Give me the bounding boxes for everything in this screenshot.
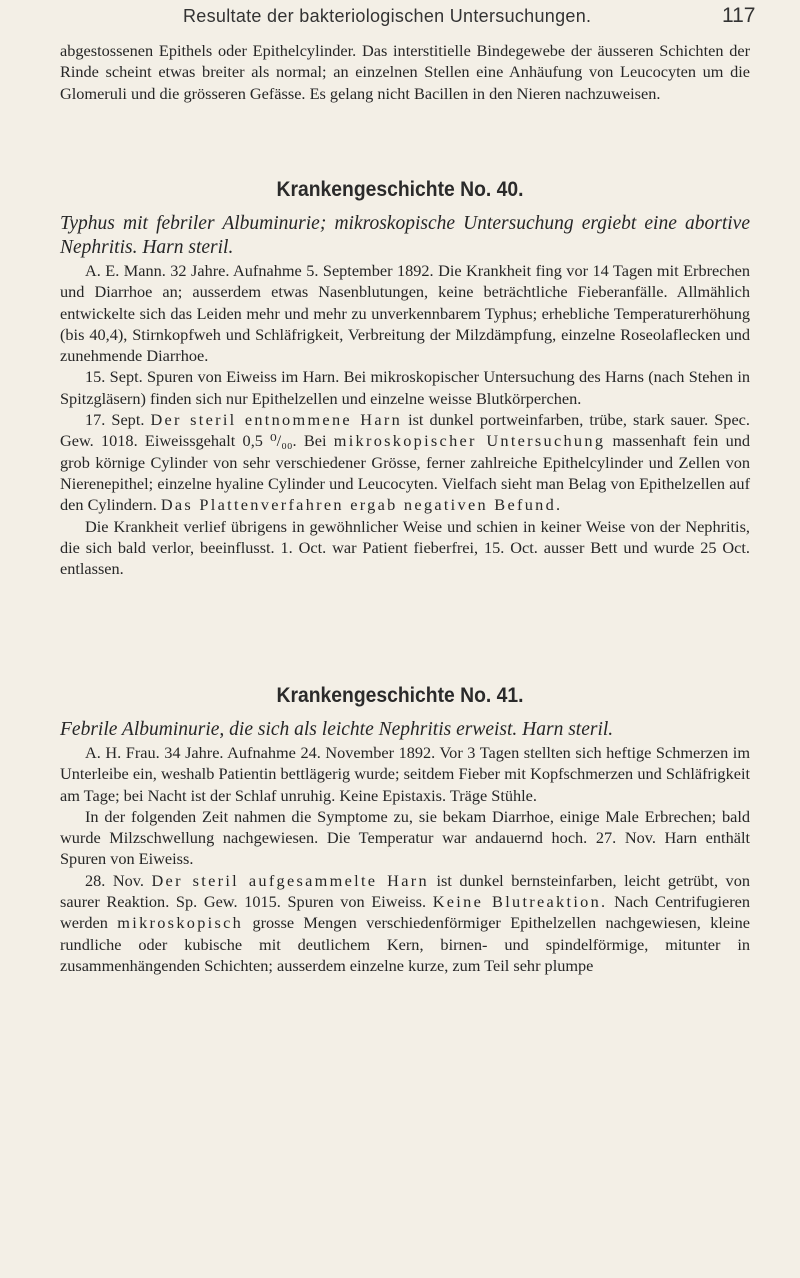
case-40-subtitle: Typhus mit febriler Albuminurie; mikroskopische Untersuchung ergiebt eine abortive Nephritis. Harn steril. (60, 213, 750, 258)
case-41-heading: Krankengeschichte No. 41. (276, 684, 524, 707)
page-number: 117 (722, 4, 756, 27)
intro-section (60, 40, 750, 104)
running-title: Resultate der bakteriologischen Untersuchungen. (183, 6, 592, 26)
emphasis-steril-harn: Der steril entnommene Harn (150, 410, 403, 430)
emphasis-mikroskopisch: mikroskopischer Untersuchung (333, 431, 606, 451)
case-40-paragraph-1: A. E. Mann. 32 Jahre. Aufnahme 5. September 1892. Die Krankheit fing vor 14 Tagen mit Erbrechen und Diarrhoe an; ausserdem etwas Nasenblutungen, keine beträchtliche Fieberanfälle. Allmählich entwickelte sich das Leiden mehr und mehr zu unverkennbarem Typhus; erhebliche Temperaturerhöhung (bis 40,4), Stirnkopfweh und Schläfrigkeit, Verbreitung der Milzdämpfung, einzelne Roseolaflecken und zunehmende Diarrhoe. (60, 261, 750, 366)
date-28-nov: 28. Nov. (85, 870, 144, 890)
urine-description: ist dunkel bernsteinfarben, leicht getrübt, von saurer Reaktion. Sp. Gew. 1015. Spuren von Eiweiss. (60, 870, 750, 912)
case-40-paragraph-2: 15. Sept. Spuren von Eiweiss im Harn. Bei mikroskopischer Untersuchung des Harns (nach Stehen in Spitzgläsern) finden sich nur Epithelzellen und einzelne weisse Blutkörperchen. (60, 367, 750, 408)
microscopy-findings: grosse Mengen verschiedenförmiger Epithelzellen nachgewiesen, kleine rundliche oder kubische mit deutlichem Kern, birnen- und spindelförmige, mitunter in zusammenhängenden Schichten; ausserdem einzelne kurze, zum Teil sehr plumpe (60, 913, 750, 975)
urine-description: ist dunkel portweinfarben, trübe, stark sauer. Spec. Gew. 1018. Eiweissgehalt 0,5 ⁰/₀₀. Bei (60, 410, 750, 451)
case-40-heading: Krankengeschichte No. 40. (276, 178, 524, 201)
emphasis-blutreaktion: Keine Blutreaktion. (432, 892, 608, 912)
emphasis-plattenverfahren: Das Plattenverfahren ergab negativen Befund. (160, 495, 563, 515)
centrifuge-text: Nach Centrifugieren werden (60, 892, 750, 933)
case-41-paragraph-2: In der folgenden Zeit nahmen die Symptome zu, sie bekam Diarrhoe, einige Male Erbrechen; bald wurde Milzschwellung nachgewiesen. Die Temperatur war andauernd hoch. 27. Nov. Harn enthält Spuren von Eiweiss. (60, 806, 750, 869)
case-41-subtitle: Febrile Albuminurie, die sich als leichte Nephritis erweist. Harn steril. (60, 719, 614, 740)
emphasis-mikroskopisch: mikroskopisch (117, 913, 244, 933)
date-17-sept: 17. Sept. (85, 410, 145, 430)
case-41-body (60, 718, 750, 976)
case-40-paragraph-3 (60, 409, 750, 515)
intro-paragraph: abgestossenen Epithels oder Epithelcylinder. Das interstitielle Bindegewebe der äusseren Schichten der Rinde scheint etwas breiter als normal; an einzelnen Stellen eine Anhäufung von Leucocyten um die Glomeruli und die grösseren Gefässe. Es gelang nicht Bacillen in den Nieren nachzuweisen. (60, 41, 750, 103)
case-41-paragraph-3 (60, 870, 750, 976)
case-40-body (60, 212, 750, 579)
case-40-paragraph-4: Die Krankheit verlief übrigens in gewöhnlicher Weise und schien in keiner Weise von der Nephritis, die sich bald verlor, beeinflusst. 1. Oct. war Patient fieberfrei, 15. Oct. ausser Bett und wurde 25 Oct. entlassen. (60, 516, 750, 579)
emphasis-steril-harn: Der steril aufgesammelte Harn (151, 870, 429, 890)
microscopy-findings: massenhaft fein und grob körnige Cylinder von sehr verschiedener Grösse, ferner zahlreiche Epithelcylinder und Zellen von Nierenepithel; einzelne hyaline Cylinder und Leucocyten. Vielfach sieht man Belag von Epithelzellen auf den Cylindern. (60, 431, 750, 515)
case-41-paragraph-1: A. H. Frau. 34 Jahre. Aufnahme 24. November 1892. Vor 3 Tagen stellten sich heftige Schmerzen im Unterleibe ein, weshalb Patientin bettlägerig wurde; seitdem Fieber mit Kopfschmerzen und Schläfrigkeit am Tage; bei Nacht ist der Schlaf unruhig. Keine Epistaxis. Träge Stühle. (60, 743, 750, 805)
page-header (0, 4, 800, 34)
